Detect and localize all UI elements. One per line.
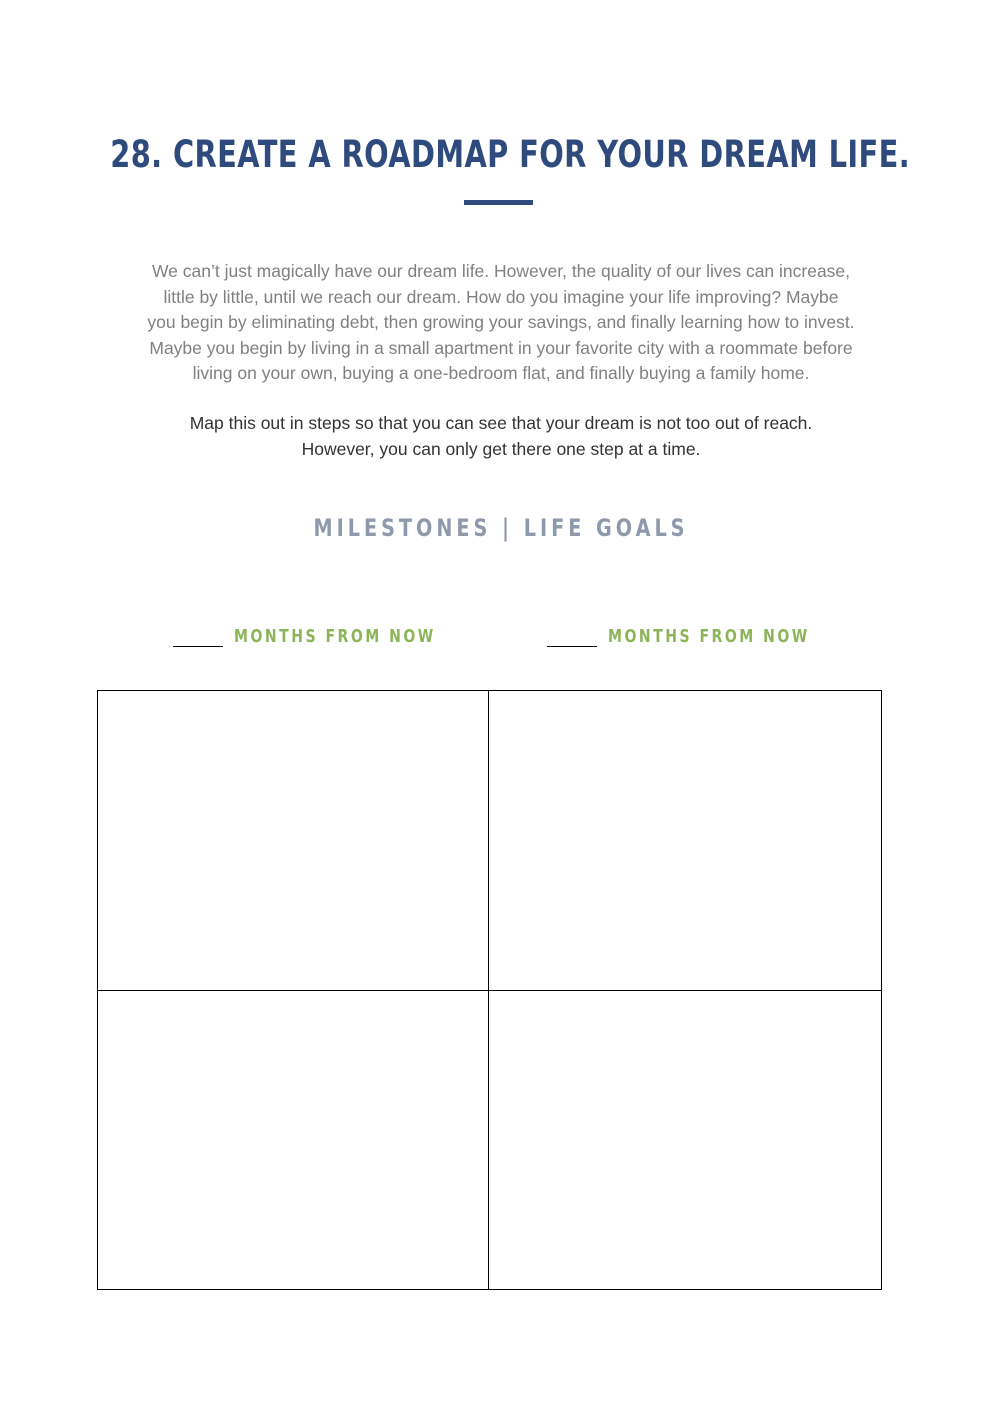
months-from-now-label: MONTHS FROM NOW <box>608 626 810 647</box>
instruction-line: Map this out in steps so that you can see that your dream is not too out of reach. <box>189 413 813 433</box>
instruction-paragraph <box>100 410 902 462</box>
grid-cell-bottom-left[interactable] <box>98 991 488 1289</box>
section-title: MILESTONES | LIFE GOALS <box>313 514 689 542</box>
page-title: 28. CREATE A ROADMAP FOR YOUR DREAM LIFE. <box>110 132 911 176</box>
title-divider <box>464 200 533 205</box>
intro-paragraph <box>100 259 902 387</box>
intro-line: We can’t just magically have our dream life. However, the quality of our lives can increase, <box>151 261 851 281</box>
months-blank-line[interactable] <box>547 646 597 647</box>
grid-horizontal-divider <box>98 990 881 991</box>
instruction-line: However, you can only get there one step at a time. <box>301 439 701 459</box>
intro-line: living on your own, buying a one-bedroom flat, and finally buying a family home. <box>192 363 810 383</box>
intro-line: Maybe you begin by living in a small apartment in your favorite city with a roommate before <box>149 337 853 358</box>
milestones-grid <box>97 690 882 1290</box>
intro-line: you begin by eliminating debt, then growing your savings, and finally learning how to invest. <box>147 312 855 332</box>
months-from-now-label: MONTHS FROM NOW <box>234 626 436 647</box>
grid-cell-top-left[interactable] <box>98 691 488 990</box>
grid-cell-bottom-right[interactable] <box>489 991 881 1289</box>
months-blank-line[interactable] <box>173 646 223 647</box>
grid-cell-top-right[interactable] <box>489 691 881 990</box>
intro-line: little by little, until we reach our dream. How do you imagine your life improving? Maybe <box>163 286 839 307</box>
